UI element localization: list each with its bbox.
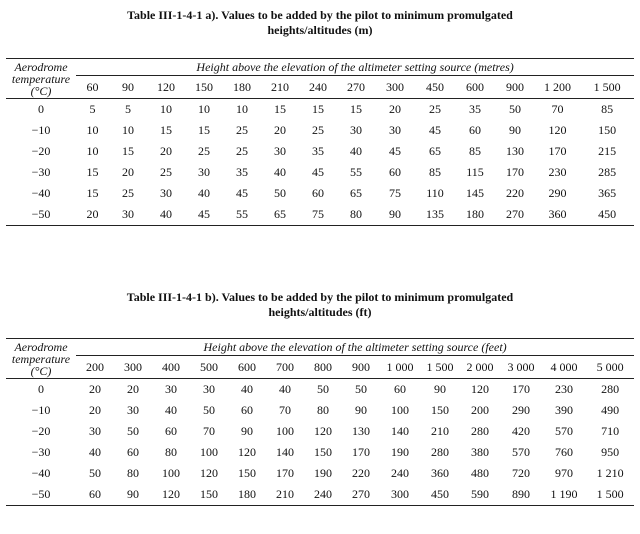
- table-b-column-header: 1 000: [380, 356, 420, 379]
- table-b-row: [6, 463, 634, 484]
- table-b-column-header: 900: [342, 356, 380, 379]
- table-a-value-cell: 120: [548, 123, 567, 137]
- table-a-value-cell: 30: [274, 144, 286, 158]
- table-a-value-cell: 40: [198, 186, 210, 200]
- table-b-value-cell: 1 190: [542, 484, 586, 506]
- table-b-value-cell: 490: [601, 403, 620, 417]
- table-a-value-cell: 270: [495, 204, 535, 226]
- table-b-temperature-cell: −20: [31, 424, 51, 438]
- table-b-value-cell: 170: [512, 382, 530, 396]
- table-b-value-cell: 20: [127, 382, 139, 396]
- table-a-temperature-cell: −20: [31, 144, 51, 158]
- table-b-value-cell: 20: [89, 382, 101, 396]
- table-b-value-cell: 70: [279, 403, 291, 417]
- table-b-value-cell: 80: [127, 466, 139, 480]
- table-b-value-cell: 1 500: [586, 484, 634, 506]
- table-a-value-cell: 365: [598, 186, 617, 200]
- table-a-value-cell: 15: [312, 102, 324, 116]
- table-b-value-cell: 1 210: [596, 466, 624, 480]
- table-b-temperature-cell: −40: [31, 466, 51, 480]
- table-b-value-cell: 120: [238, 445, 256, 459]
- table-b-value-cell: 590: [460, 484, 500, 506]
- table-a-value-cell: 35: [469, 102, 481, 116]
- table-b-group-header: Height above the elevation of the altimeter setting source (feet): [76, 339, 634, 356]
- table-a-value-cell: 80: [337, 204, 375, 226]
- table-b-value-cell: 150: [314, 445, 332, 459]
- table-a-column-header: 60: [76, 76, 109, 99]
- table-b-row: [6, 484, 634, 506]
- table-b-value-cell: 100: [200, 445, 218, 459]
- table-b-column-header: 500: [190, 356, 228, 379]
- table-a-value-cell: 85: [601, 102, 614, 116]
- table-b: [6, 338, 634, 506]
- table-b-column-header: 600: [228, 356, 266, 379]
- table-a-value-cell: 30: [109, 204, 147, 226]
- table-b-caption-line2: heights/altitudes (ft): [268, 305, 372, 319]
- table-b-value-cell: 120: [152, 484, 190, 506]
- table-a-value-cell: 25: [312, 123, 324, 137]
- table-a-value-cell: 25: [160, 165, 172, 179]
- table-a-value-cell: 10: [236, 102, 248, 116]
- table-a-stub-header: Aerodrome temperature (°C): [6, 59, 76, 99]
- table-b-value-cell: 170: [352, 445, 370, 459]
- table-a-temperature-cell: 0: [38, 102, 44, 116]
- table-b-value-cell: 150: [238, 466, 256, 480]
- table-a-value-cell: 30: [160, 186, 172, 200]
- table-b-value-cell: 720: [512, 466, 530, 480]
- table-b-value-cell: 270: [342, 484, 380, 506]
- table-b-temperature-cell: −30: [31, 445, 51, 459]
- table-b-value-cell: 140: [391, 424, 409, 438]
- table-b-value-cell: 210: [266, 484, 304, 506]
- table-a-value-cell: 30: [350, 123, 362, 137]
- table-b-value-cell: 100: [276, 424, 294, 438]
- table-b-value-cell: 950: [601, 445, 620, 459]
- table-b-value-cell: 300: [380, 484, 420, 506]
- table-a-value-cell: 150: [598, 123, 617, 137]
- table-b-value-cell: 420: [512, 424, 530, 438]
- table-a-value-cell: 75: [299, 204, 337, 226]
- table-b-value-cell: 70: [203, 424, 215, 438]
- table-a-value-cell: 10: [160, 102, 172, 116]
- table-b-temperature-cell: −50: [6, 484, 76, 506]
- table-b-value-cell: 280: [471, 424, 489, 438]
- table-b-value-cell: 50: [203, 403, 215, 417]
- table-a-temperature-cell: −50: [6, 204, 76, 226]
- table-b-value-cell: 380: [471, 445, 489, 459]
- table-a-value-cell: 15: [274, 102, 286, 116]
- table-a-temperature-cell: −30: [31, 165, 51, 179]
- table-b-value-cell: 90: [434, 382, 446, 396]
- table-a-value-cell: 85: [469, 144, 481, 158]
- table-a-value-cell: 230: [548, 165, 567, 179]
- table-a-value-cell: 50: [509, 102, 521, 116]
- table-b-caption: [0, 290, 640, 320]
- table-a-value-cell: 115: [466, 165, 484, 179]
- table-a-value-cell: 15: [198, 123, 210, 137]
- table-b-column-header: 300: [114, 356, 152, 379]
- table-a-value-cell: 50: [274, 186, 286, 200]
- table-b-value-cell: 100: [391, 403, 409, 417]
- table-b-value-cell: 360: [431, 466, 449, 480]
- table-b-value-cell: 30: [127, 403, 139, 417]
- table-b-value-cell: 120: [314, 424, 332, 438]
- table-a-value-cell: 25: [198, 144, 210, 158]
- table-b-value-cell: 570: [512, 445, 530, 459]
- table-b-value-cell: 290: [512, 403, 530, 417]
- table-b-value-cell: 120: [471, 382, 489, 396]
- table-b-value-cell: 230: [555, 382, 573, 396]
- table-a-column-header: 900: [495, 76, 535, 99]
- table-a-column-header: 600: [455, 76, 495, 99]
- table-a-value-cell: 30: [198, 165, 210, 179]
- table-a-value-cell: 110: [426, 186, 444, 200]
- table-b-value-cell: 40: [89, 445, 101, 459]
- table-a-row: [6, 183, 634, 204]
- table-b-value-cell: 150: [431, 403, 449, 417]
- table-a-value-cell: 170: [548, 144, 567, 158]
- table-b-column-header: 5 000: [586, 356, 634, 379]
- table-b-column-header: 4 000: [542, 356, 586, 379]
- table-a-caption: [0, 8, 640, 38]
- table-a-value-cell: 5: [89, 102, 96, 116]
- table-a-temperature-cell: −40: [31, 186, 51, 200]
- table-a-row: [6, 141, 634, 162]
- table-b-value-cell: 280: [601, 382, 620, 396]
- table-a-value-cell: 15: [122, 144, 134, 158]
- table-a-group-header: Height above the elevation of the altimeter setting source (metres): [76, 59, 634, 76]
- table-a-column-header: 1 500: [580, 76, 634, 99]
- table-a-caption-line2: heights/altitudes (m): [267, 23, 373, 37]
- table-b-value-cell: 40: [165, 403, 177, 417]
- table-b-value-cell: 190: [391, 445, 409, 459]
- table-a-value-cell: 60: [312, 186, 324, 200]
- table-b-value-cell: 190: [314, 466, 332, 480]
- table-b-value-cell: 50: [89, 466, 101, 480]
- table-b-value-cell: 50: [317, 382, 329, 396]
- table-a-value-cell: 90: [375, 204, 415, 226]
- table-a-value-cell: 40: [350, 144, 362, 158]
- table-b-value-cell: 210: [431, 424, 449, 438]
- table-b-value-cell: 150: [190, 484, 228, 506]
- table-b-row: [6, 400, 634, 421]
- table-b-value-cell: 60: [127, 445, 139, 459]
- table-a-value-cell: 20: [122, 165, 134, 179]
- table-a-value-cell: 145: [466, 186, 484, 200]
- table-a-value-cell: 170: [506, 165, 524, 179]
- table-b-column-header: 2 000: [460, 356, 500, 379]
- table-a-value-cell: 20: [160, 144, 172, 158]
- table-a-value-cell: 35: [312, 144, 324, 158]
- table-a: [6, 58, 634, 226]
- table-a-value-cell: 220: [506, 186, 524, 200]
- table-b-value-cell: 80: [317, 403, 329, 417]
- table-b-value-cell: 60: [241, 403, 253, 417]
- table-a-value-cell: 90: [509, 123, 521, 137]
- table-b-row: [6, 421, 634, 442]
- table-a-caption-line1: Table III-1-4-1 a). Values to be added by the pilot to minimum promulgated: [127, 8, 513, 22]
- table-b-value-cell: 280: [431, 445, 449, 459]
- table-b-section: [0, 290, 640, 501]
- table-a-column-header: 90: [109, 76, 147, 99]
- table-a-value-cell: 30: [389, 123, 401, 137]
- table-b-value-cell: 170: [276, 466, 294, 480]
- table-b-value-cell: 200: [471, 403, 489, 417]
- table-b-value-cell: 140: [276, 445, 294, 459]
- table-a-value-cell: 45: [312, 165, 324, 179]
- table-a-value-cell: 65: [261, 204, 299, 226]
- table-a-value-cell: 25: [236, 123, 248, 137]
- table-a-value-cell: 5: [125, 102, 131, 116]
- table-b-value-cell: 90: [355, 403, 367, 417]
- table-a-value-cell: 60: [389, 165, 401, 179]
- table-b-value-cell: 970: [555, 466, 573, 480]
- table-a-value-cell: 45: [236, 186, 248, 200]
- table-a-value-cell: 65: [350, 186, 362, 200]
- table-a-value-cell: 215: [598, 144, 617, 158]
- table-a-value-cell: 45: [185, 204, 223, 226]
- table-a-row: [6, 120, 634, 141]
- table-a-value-cell: 75: [389, 186, 401, 200]
- table-b-value-cell: 30: [203, 382, 215, 396]
- table-b-value-cell: 570: [555, 424, 573, 438]
- table-a-value-cell: 20: [76, 204, 109, 226]
- table-a-column-header: 300: [375, 76, 415, 99]
- table-b-value-cell: 30: [89, 424, 101, 438]
- table-b-value-cell: 710: [601, 424, 620, 438]
- table-a-column-header: 120: [147, 76, 185, 99]
- table-b-value-cell: 60: [165, 424, 177, 438]
- table-a-row: [6, 99, 634, 121]
- table-a-section: [0, 8, 640, 221]
- table-a-value-cell: 40: [274, 165, 286, 179]
- table-a-value-cell: 20: [389, 102, 401, 116]
- table-a-value-cell: 20: [274, 123, 286, 137]
- table-a-value-cell: 55: [350, 165, 362, 179]
- table-b-value-cell: 240: [391, 466, 409, 480]
- table-b-value-cell: 130: [352, 424, 370, 438]
- table-a-value-cell: 135: [415, 204, 455, 226]
- table-a-temperature-cell: −10: [31, 123, 51, 137]
- table-a-value-cell: 15: [86, 186, 99, 200]
- table-a-column-header: 150: [185, 76, 223, 99]
- table-b-row: [6, 442, 634, 463]
- table-b-value-cell: 890: [500, 484, 542, 506]
- table-b-temperature-cell: 0: [38, 382, 44, 396]
- table-a-value-cell: 85: [429, 165, 441, 179]
- table-a-value-cell: 60: [469, 123, 481, 137]
- table-a-value-cell: 25: [429, 102, 441, 116]
- table-b-value-cell: 180: [228, 484, 266, 506]
- table-b-value-cell: 60: [76, 484, 114, 506]
- table-b-value-cell: 50: [355, 382, 367, 396]
- table-b-value-cell: 120: [200, 466, 218, 480]
- table-a-row: [6, 204, 634, 226]
- table-b-column-header: 700: [266, 356, 304, 379]
- table-b-value-cell: 220: [352, 466, 370, 480]
- table-b-column-header: 1 500: [420, 356, 460, 379]
- table-b-value-cell: 30: [165, 382, 177, 396]
- table-a-value-cell: 45: [429, 123, 441, 137]
- table-a-value-cell: 25: [236, 144, 248, 158]
- table-a-value-cell: 15: [350, 102, 362, 116]
- table-b-value-cell: 60: [394, 382, 406, 396]
- table-b-value-cell: 40: [279, 382, 291, 396]
- table-a-value-cell: 45: [389, 144, 401, 158]
- table-b-value-cell: 90: [241, 424, 253, 438]
- table-a-row: [6, 162, 634, 183]
- table-a-value-cell: 285: [598, 165, 617, 179]
- table-b-value-cell: 50: [127, 424, 139, 438]
- table-b-column-header: 200: [76, 356, 114, 379]
- table-b-value-cell: 100: [162, 466, 180, 480]
- table-a-column-header: 450: [415, 76, 455, 99]
- table-a-value-cell: 10: [86, 144, 99, 158]
- table-a-value-cell: 450: [580, 204, 634, 226]
- table-a-column-header: 1 200: [535, 76, 580, 99]
- table-b-value-cell: 480: [471, 466, 489, 480]
- table-a-column-header: 240: [299, 76, 337, 99]
- table-b-value-cell: 90: [114, 484, 152, 506]
- table-b-value-cell: 760: [555, 445, 573, 459]
- table-b-temperature-cell: −10: [31, 403, 51, 417]
- table-b-value-cell: 450: [420, 484, 460, 506]
- table-b-stub-header: Aerodrome temperature (°C): [6, 339, 76, 379]
- table-b-column-header: 3 000: [500, 356, 542, 379]
- table-b-value-cell: 240: [304, 484, 342, 506]
- table-a-column-header: 210: [261, 76, 299, 99]
- table-a-value-cell: 130: [506, 144, 524, 158]
- table-a-value-cell: 10: [198, 102, 210, 116]
- table-a-value-cell: 65: [429, 144, 441, 158]
- table-b-row: [6, 379, 634, 401]
- table-b-value-cell: 80: [165, 445, 177, 459]
- table-a-column-header: 270: [337, 76, 375, 99]
- table-a-value-cell: 15: [86, 165, 99, 179]
- table-b-value-cell: 40: [241, 382, 253, 396]
- table-b-caption-line1: Table III-1-4-1 b). Values to be added by the pilot to minimum promulgated: [126, 290, 514, 304]
- table-a-value-cell: 10: [86, 123, 99, 137]
- table-a-value-cell: 40: [147, 204, 185, 226]
- table-a-value-cell: 15: [160, 123, 172, 137]
- table-a-value-cell: 180: [455, 204, 495, 226]
- table-a-column-header: 180: [223, 76, 261, 99]
- table-b-value-cell: 20: [89, 403, 101, 417]
- table-a-value-cell: 360: [535, 204, 580, 226]
- table-a-value-cell: 290: [548, 186, 567, 200]
- table-a-value-cell: 10: [122, 123, 134, 137]
- table-b-column-header: 400: [152, 356, 190, 379]
- table-b-value-cell: 390: [555, 403, 573, 417]
- table-a-value-cell: 70: [551, 102, 564, 116]
- table-a-value-cell: 25: [122, 186, 134, 200]
- table-a-value-cell: 35: [236, 165, 248, 179]
- table-b-column-header: 800: [304, 356, 342, 379]
- table-a-value-cell: 55: [223, 204, 261, 226]
